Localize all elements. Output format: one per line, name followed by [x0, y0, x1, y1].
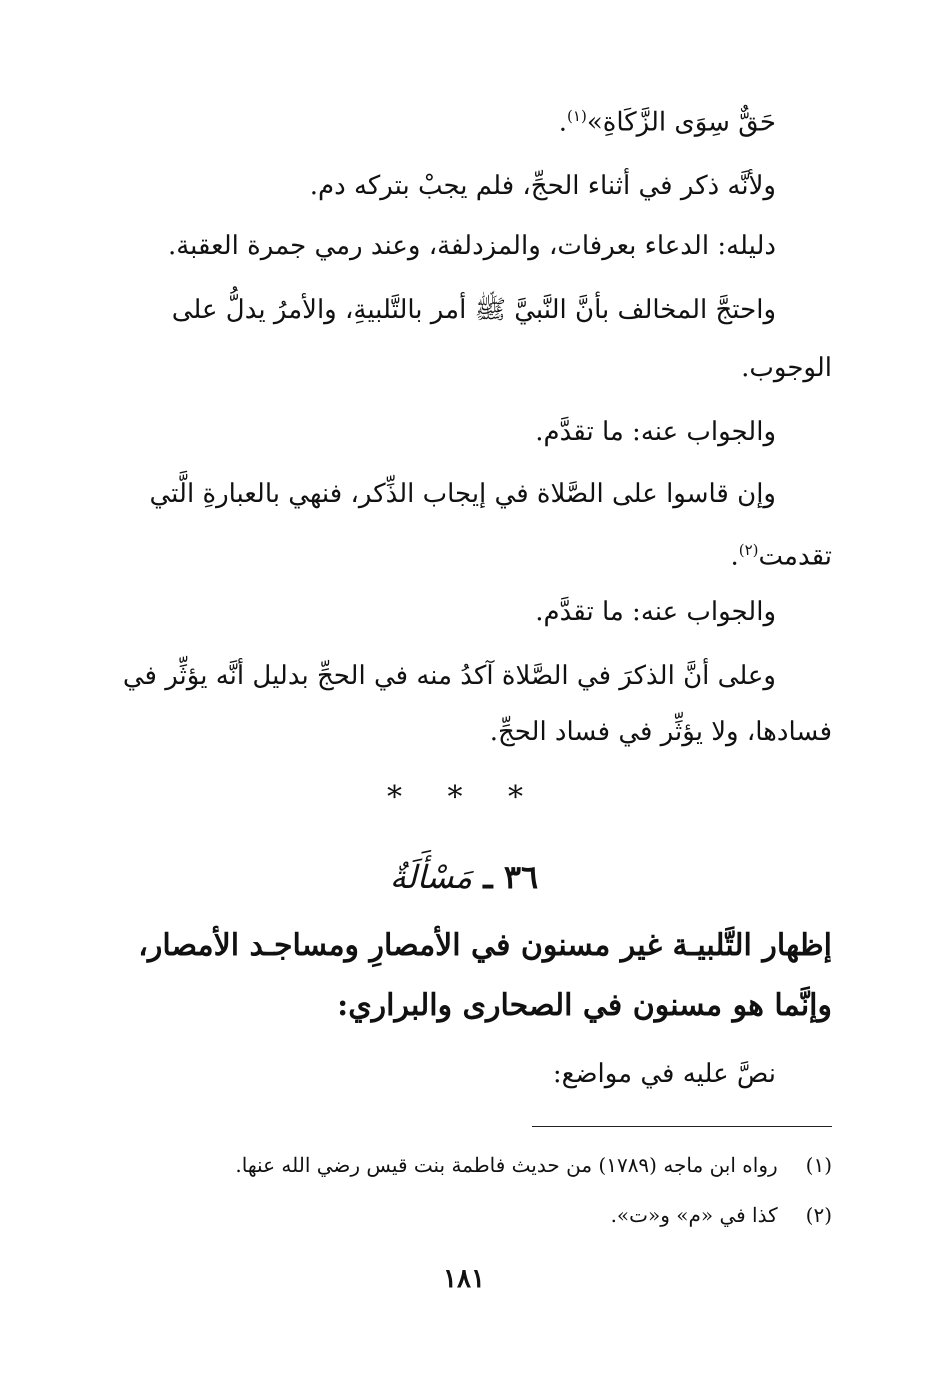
footnote-ref-2[interactable]: (٢) — [738, 541, 759, 559]
body-line-3: دليله: الدعاء بعرفات، والمزدلفة، وعند رمي جمرة العقبة. — [167, 231, 776, 261]
footnote-ref-1[interactable]: (١) — [567, 107, 587, 125]
page-number: ١٨١ — [443, 1264, 485, 1294]
body-line-4: واحتجَّ المخالف بأنَّ النَّبيَّ ﷺ أمر بالتَّلبيةِ، والأمرُ يدلُّ على — [171, 295, 776, 325]
footnote-2 — [92, 1200, 832, 1230]
body-line-11: فسادها، ولا يؤثِّر في فساد الحجِّ. — [489, 717, 832, 747]
footnote-number: (١) — [805, 1153, 832, 1177]
footnote-divider — [532, 1126, 832, 1127]
footnote-text: كذا في «م» و«ت». — [610, 1203, 778, 1227]
body-line-5: الوجوب. — [741, 353, 832, 383]
body-line-6: والجواب عنه: ما تقدَّم. — [535, 417, 776, 447]
body-line-9: والجواب عنه: ما تقدَّم. — [535, 597, 776, 627]
section-title-line-2: وإنَّما هو مسنون في الصحارى والبراري: — [337, 988, 832, 1023]
footnote-text: رواه ابن ماجه (١٧٨٩) من حديث فاطمة بنت قيس رضي الله عنها. — [235, 1153, 778, 1177]
body-line-10: وعلى أنَّ الذكرَ في الصَّلاة آكدُ منه في الحجِّ بدليل أنَّه يؤثِّر في — [122, 661, 776, 691]
body-line-7: وإن قاسوا على الصَّلاة في إيجاب الذِّكر، فنهي بالعبارةِ الَّتي — [149, 479, 776, 509]
section-label: مَسْأَلَةٌ — [389, 858, 473, 896]
footnote-1 — [92, 1150, 832, 1180]
body-line-8: تقدمت$^{(٢)}$. — [730, 541, 832, 572]
section-title-line-1: إظهار التَّلبيـة غير مسنون في الأمصارِ ومساجـد الأمصار، — [138, 928, 832, 963]
section-intro: نصَّ عليه في مواضع: — [552, 1059, 776, 1089]
section-number: ٣٦ ـ — [483, 858, 539, 896]
section-separator: * * * — [386, 780, 542, 815]
footnote-number: (٢) — [805, 1203, 832, 1227]
body-line-1: حَقٌّ سِوَى الزَّكَاةِ»$^{(١)}$. — [558, 107, 776, 138]
section-heading — [0, 852, 928, 902]
body-text: حَقٌّ سِوَى الزَّكَاةِ» — [586, 107, 776, 138]
body-line-2: ولأنَّه ذكر في أثناء الحجِّ، فلم يجبْ بتركه دم. — [309, 171, 776, 201]
